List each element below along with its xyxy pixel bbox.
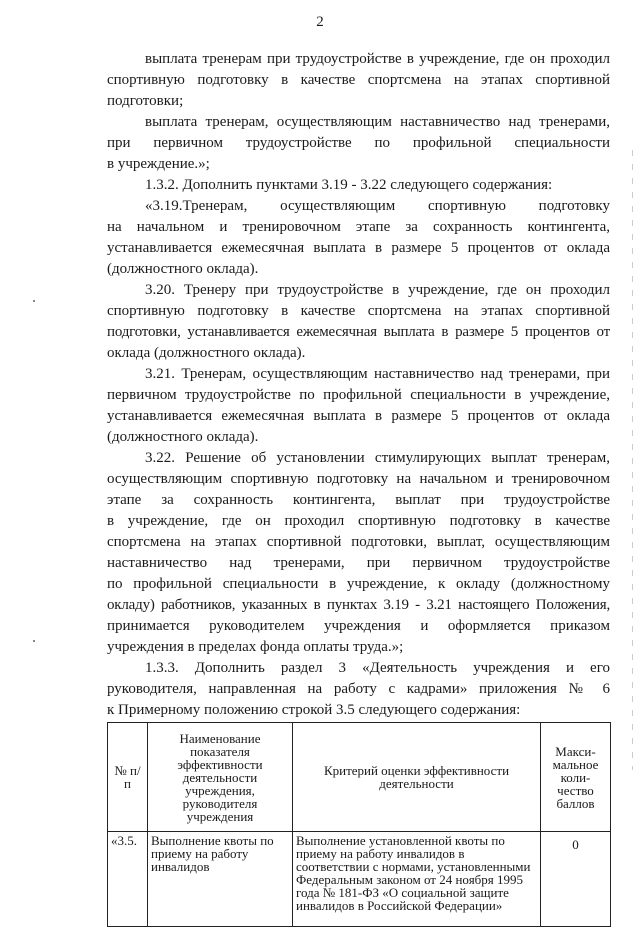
text-line: принимается руководителем учреждения и оформляется приказом — [107, 618, 610, 634]
text-line: по профильной специальности в учреждение, к окладу (должностному — [107, 576, 610, 592]
table-row — [108, 832, 611, 927]
text-line: наставничество над тренерами, при первичном трудоустройстве — [107, 555, 610, 571]
text-line: «3.19.Тренерам, осуществляющим спортивную подготовку — [145, 198, 610, 214]
table-header-row — [108, 723, 611, 832]
text-line: 1.3.3. Дополнить раздел 3 «Деятельность учреждения и его — [145, 660, 610, 676]
text-line: при первичном трудоустройстве по профильной специальности — [107, 135, 610, 151]
text-line: на начальном и тренировочном этапе за сохранность контингента, — [107, 219, 610, 235]
text-line: спортивную подготовку в качестве спортсмена на этапах спортивной — [107, 303, 610, 319]
scan-speck — [33, 640, 35, 642]
text-line: осуществляющим спортивную подготовку на начальном и тренировочном — [107, 471, 610, 487]
text-line: подготовки, устанавливается ежемесячная выплата в размере 5 процентов от — [107, 324, 610, 340]
cell-number: «3.5. — [108, 832, 148, 927]
text-line: спортсмена на этапах спортивной подготовки, выплат, осуществляющим — [107, 534, 610, 550]
text-line: устанавливается ежемесячная выплата в размере 5 процентов от оклада — [107, 240, 610, 256]
text-line: первичном трудоустройстве по профильной специальности в учреждение, — [107, 387, 610, 403]
text-line: в учреждение.»; — [107, 156, 210, 172]
text-line: руководителя, направленная на работу с кадрами» приложения № 6 — [107, 681, 610, 697]
cell-indicator: Выполнение квоты по приему на работу инвалидов — [148, 832, 293, 927]
scan-edge-shadow — [632, 150, 633, 770]
header-max-points: Макси-мальное коли-чество баллов — [541, 723, 611, 832]
text-line: в учреждение, где он проходил спортивную подготовку в качестве — [107, 513, 610, 529]
scan-speck — [33, 300, 35, 302]
text-line: 3.22. Решение об установлении стимулирующих выплат тренерам, — [145, 450, 610, 466]
text-line: окладу) работников, указанных в пунктах 3.19 - 3.21 настоящего Положения, — [107, 597, 610, 613]
text-line: (должностного оклада). — [107, 261, 259, 277]
text-line: выплата тренерам при трудоустройстве в учреждение, где он проходил — [145, 51, 610, 67]
text-line: к Примерному положению строкой 3.5 следующего содержания: — [107, 702, 521, 718]
text-line: устанавливается ежемесячная выплата в размере 5 процентов от оклада — [107, 408, 610, 424]
text-line: 3.20. Тренеру при трудоустройстве в учреждение, где он проходил — [145, 282, 610, 298]
criteria-table — [107, 722, 611, 927]
text-line: (должностного оклада). — [107, 429, 259, 445]
text-line: выплата тренерам, осуществляющим наставничество над тренерами, — [145, 114, 610, 130]
text-line: оклада (должностного оклада). — [107, 345, 306, 361]
text-line: 1.3.2. Дополнить пунктами 3.19 - 3.22 следующего содержания: — [145, 177, 553, 193]
text-line: подготовки; — [107, 93, 184, 109]
cell-criterion: Выполнение установленной квоты по приему на работу инвалидов в соответствии с нормами, установленными Федеральным законом от 24 ноября 1995 года № 181-ФЗ «О социальной защите инвалидов в Российской Федерации» — [293, 832, 541, 927]
page-number: 2 — [316, 14, 324, 30]
header-number: № п/п — [108, 723, 148, 832]
header-indicator: Наименование показателя эффективности деятельности учреждения, руководителя учреждения — [148, 723, 293, 832]
text-line: этапе за сохранность контингента, выплат при трудоустройстве — [107, 492, 610, 508]
text-line: 3.21. Тренерам, осуществляющим наставничество над тренерами, при — [145, 366, 610, 382]
text-line: учреждения в пределах фонда оплаты труда.»; — [107, 639, 404, 655]
text-line: спортивную подготовку в качестве спортсмена на этапах спортивной — [107, 72, 610, 88]
cell-max-points: 0 — [541, 832, 611, 927]
header-criterion: Критерий оценки эффективности деятельности — [293, 723, 541, 832]
